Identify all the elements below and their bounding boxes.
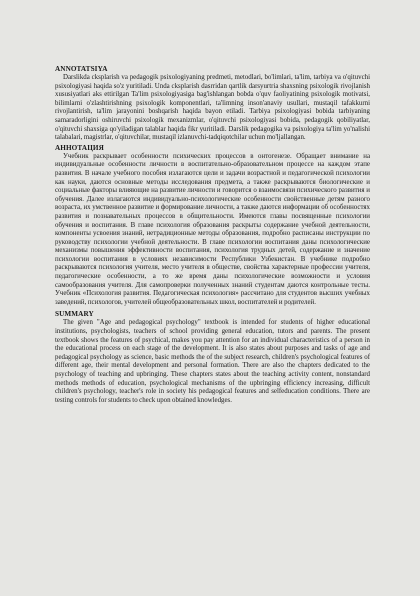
summary-english-text: The given "Age and pedagogical psychology" textbook is intended for students of higher educational institutions, psychologists, teachers of school providing general education, tutors and parents. The present textbook shows the features of psychical, makes you pay attention for an individual characteristics of a person in the educational process on each stage of the development. It is also states about purposes and tasks of age and pedagogical psychology as science, basic methods the of the subject research, children's psychological features of different age, their mental development and personal formation. There are also the chapters dedicated to the psychology of teaching and upbringing. These chapters states about the teaching activity content, nonstandard methods methods of education, psychological mechanisms of the upbringing efficiency increasing, difficult children's psychology, teacher's role in society his pedagogical features and selfeducation conditions. There are testing controls for students to check upon obtained knowledges.: [55, 319, 370, 404]
section-title-english: SUMMARY: [55, 310, 94, 319]
annotation-uzbek-text: Darslikda cksplarish va pedagogik psixologiyaning predmeti, metodlari, bo'limlari, ta'lim, tarbiya va o'qituvchi psixologiyasi haqida so'z yuritiladi. Unda cksplarish dasrridan qartlik darsyurtria shaxsning psixologik rivojlanish xususiyatlari aks ettirilgan Ta'lim psixologiyasiga bag'ishlangan bobda o'quv faoliyatining psixologik motivatsi, bilimlarni o'zlashtirishning psixologik komponentlari, ta'limning inson'anaviy usullari, mustaqil tafakkurni rivojlantirish, ta'lim jarayonini boshqarish haqida bayon etiladi. Tarbiya psixologiyasi bobida tarbiyaning samaradorligini oshiruvchi psixologik mexanizmlar, o'qituvchi psixologiyasi bobida, pedagogik qobiliyatlar, o'qituvchi shaxsiga qo'yiladigan talablar haqida fikr yuritiladi. Darslik pedagogika va psixologiya ta'lim yo'nalishi talabalari, magistrlar, o'qituvchilar, mustaqil izlanuvchi-tadqiqotchilar uchun mo'ljallangan.: [55, 74, 370, 142]
annotation-russian-text: Учебник раскрывает особенности психических процессов в онтогенезе. Обращает внимание на индивидуальные особенности личности в воспитательно-образовательном процессе на каждом этапе развития. В начале учебного пособия излагаются цели и задачи возрастной и педагогической психологии как науки, даются основные методы исследования предмета, а также раскрываются биологические и социальные факторы влияющие на развитие личности и говорится о взаимосвязи психического развития и обучения. Далее излагаются индивидуально-психологические особенности свойственные детям разного возраста, их умственное развитие и формирование личности, а также даются информации об особенностях развития и познавательных процессов в общительности. Имеются главы посвященные психологии обучения и воспитания. В главе психология образования раскрыты содержание учебной деятельности, компоненты усвоения знаний, нетрадиционные методы образования, подробно расписаны инструкции по руководству психологии учебной деятельности. В главе психологии воспитания даны психологические механизмы повышения эффективности воспитания, психология трудных детей, содержание и значение психологии воспитания в условиях независимости Республики Узбекистан. В учебнике подробно раскрываются психология учителя, место учителя в обществе, свойства характерные профессии учителя, педагогические особенности, а то же время даны психологические возможности и условия самообразования учителя. Для самопроверки полученных знаний студентам даются контрольные тесты. Учебник «Психология развития. Педагогическая психология» рассчитано для студентов высших учебных заведений, психологов, учителей общеобразовательных школ, воспитателей и родителей.: [55, 152, 370, 306]
section-title-uzbek: ANNOTATSIYA: [55, 65, 108, 73]
section-title-russian: АННОТАЦИЯ: [55, 143, 104, 152]
